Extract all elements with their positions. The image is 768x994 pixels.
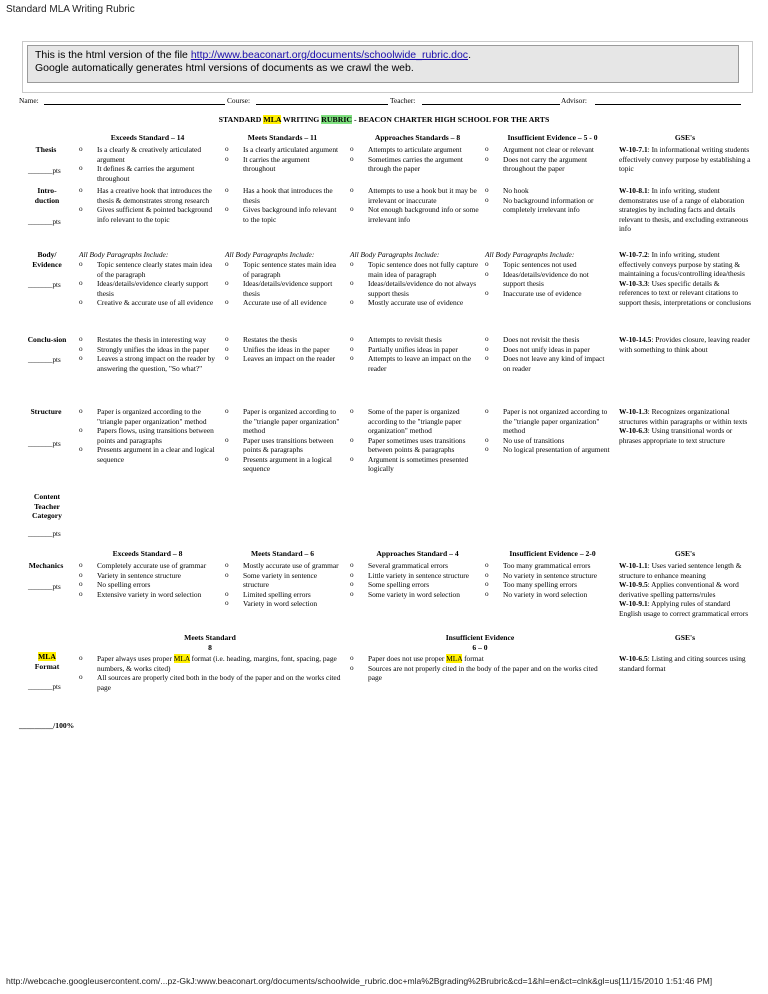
mech-header-meets: Meets Standard – 6 bbox=[250, 549, 315, 558]
intro-approaches bbox=[350, 186, 480, 224]
structure-approaches bbox=[350, 407, 480, 474]
list-item: o Topic sentences not used bbox=[485, 260, 611, 270]
structure-pts[interactable]: _______pts bbox=[28, 440, 61, 448]
row-label-content-teacher: Content Teacher Category bbox=[32, 492, 62, 520]
structure-insufficient bbox=[485, 407, 611, 455]
mech-header-exceeds: Exceeds Standard – 8 bbox=[112, 549, 183, 558]
list-item: o Paper is organized according to the "triangle paper organization" method bbox=[79, 407, 219, 426]
list-item: o No background information or completely irrelevant info bbox=[485, 196, 611, 215]
document-title: STANDARD MLA WRITING RUBRIC - BEACON CHARTER HIGH SCHOOL FOR THE ARTS bbox=[218, 115, 550, 124]
list-item: o Leaves an impact on the reader bbox=[225, 354, 343, 364]
mla-header-gse: GSE's bbox=[674, 633, 696, 642]
list-item: o Paper does not use proper MLA format bbox=[350, 654, 608, 664]
list-item: o No variety in sentence structure bbox=[485, 571, 611, 581]
header-gse: GSE's bbox=[674, 133, 696, 142]
header-approaches: Approaches Standards – 8 bbox=[374, 133, 461, 142]
teacher-label: Teacher: bbox=[390, 96, 416, 105]
list-item: o Is a clearly & creatively articulated argument bbox=[79, 145, 219, 164]
list-item: o It defines & carries the argument throughout bbox=[79, 164, 219, 183]
body-leadin-exceeds: All Body Paragraphs Include: bbox=[79, 250, 169, 259]
list-item: o Does not revisit the thesis bbox=[485, 335, 611, 345]
list-item: o Attempts to leave an impact on the reader bbox=[350, 354, 480, 373]
cache-banner bbox=[27, 45, 739, 83]
cache-banner-line2: Google automatically generates html versions of documents as we crawl the web. bbox=[35, 62, 414, 74]
mech-header-gse: GSE's bbox=[674, 549, 696, 558]
mla-gse: W-10-6.5: Listing and citing sources using standard format bbox=[619, 654, 746, 673]
cache-banner-line1: This is the html version of the file http://www.beaconart.org/documents/schoolwide_rubric.doc. bbox=[35, 49, 471, 61]
list-item: o Gives sufficient & pointed background info relevant to the topic bbox=[79, 205, 219, 224]
list-item: o Paper sometimes uses transitions between points & paragraphs bbox=[350, 436, 480, 455]
cache-source-link[interactable]: http://www.beaconart.org/documents/schoolwide_rubric.doc bbox=[190, 49, 469, 61]
intro-insufficient bbox=[485, 186, 611, 215]
list-item: o Papers flows, using transitions between points and paragraphs bbox=[79, 426, 219, 445]
list-item: o Variety in sentence structure bbox=[79, 571, 219, 581]
list-item: o Sometimes carries the argument through the paper bbox=[350, 155, 480, 174]
header-insufficient: Insufficient Evidence – 5 - 0 bbox=[507, 133, 598, 142]
total-score[interactable]: _________/100% bbox=[19, 721, 75, 730]
list-item: o Limited spelling errors bbox=[225, 590, 343, 600]
list-item: o Some of the paper is organized according to the "triangle paper organization" method bbox=[350, 407, 480, 436]
list-item: o Argument is sometimes presented logically bbox=[350, 455, 480, 474]
list-item: o Creative & accurate use of all evidence bbox=[79, 298, 219, 308]
header-exceeds: Exceeds Standard – 14 bbox=[110, 133, 185, 142]
list-item: o No logical presentation of argument bbox=[485, 445, 611, 455]
list-item: o Accurate use of all evidence bbox=[225, 298, 343, 308]
body-leadin-meets: All Body Paragraphs Include: bbox=[225, 250, 315, 259]
conclusion-meets bbox=[225, 335, 343, 364]
list-item: o Topic sentence states main idea of paragraph bbox=[225, 260, 343, 279]
browser-title: Standard MLA Writing Rubric bbox=[6, 4, 135, 15]
list-item: o Does not leave any kind of impact on reader bbox=[485, 354, 611, 373]
list-item: o Ideas/details/evidence do not support thesis bbox=[485, 270, 611, 289]
list-item: o Little variety in sentence structure bbox=[350, 571, 480, 581]
list-item: o No hook bbox=[485, 186, 611, 196]
list-item: o No variety in word selection bbox=[485, 590, 611, 600]
mechanics-insufficient bbox=[485, 561, 611, 599]
list-item: o Too many grammatical errors bbox=[485, 561, 611, 571]
list-item: o Argument not clear or relevant bbox=[485, 145, 611, 155]
thesis-approaches bbox=[350, 145, 480, 174]
body-pts[interactable]: _______pts bbox=[28, 281, 61, 289]
list-item: o Topic sentence does not fully capture main idea of paragraph bbox=[350, 260, 480, 279]
list-item: o Too many spelling errors bbox=[485, 580, 611, 590]
thesis-exceeds bbox=[79, 145, 219, 183]
mech-header-insufficient: Insufficient Evidence – 2-0 bbox=[509, 549, 596, 558]
list-item: o Does not unify ideas in paper bbox=[485, 345, 611, 355]
list-item: o Topic sentence clearly states main idea of the paragraph bbox=[79, 260, 219, 279]
list-item: o Attempts to revisit thesis bbox=[350, 335, 480, 345]
body-exceeds bbox=[79, 260, 219, 308]
list-item: o Ideas/details/evidence do not always support thesis bbox=[350, 279, 480, 298]
row-label-intro: Intro-duction bbox=[34, 186, 60, 205]
mla-header-insufficient: Insufficient Evidence 6 – 0 bbox=[445, 633, 515, 652]
list-item: o Presents argument in a logical sequence bbox=[225, 455, 343, 474]
intro-gse: W-10-8.1: In info writing, student demonstrates use of a range of elaboration strategies by including facts and details relevant to thesis, and excluding extraneous info bbox=[619, 186, 749, 233]
advisor-blank[interactable] bbox=[595, 104, 741, 105]
list-item: o Has a creative hook that introduces the thesis & demonstrates strong research bbox=[79, 186, 219, 205]
row-label-thesis: Thesis bbox=[35, 145, 57, 154]
body-insufficient bbox=[485, 260, 611, 298]
mla-insufficient bbox=[350, 654, 608, 683]
advisor-label: Advisor: bbox=[561, 96, 587, 105]
row-label-body: Body/ Evidence bbox=[32, 250, 62, 269]
conclusion-exceeds bbox=[79, 335, 219, 373]
list-item: o Mostly accurate use of evidence bbox=[350, 298, 480, 308]
body-approaches bbox=[350, 260, 480, 308]
list-item: o Paper is not organized according to the "triangle paper organization" method bbox=[485, 407, 611, 436]
list-item: o Some variety in word selection bbox=[350, 590, 480, 600]
list-item: o Does not carry the argument throughout the paper bbox=[485, 155, 611, 174]
course-label: Course: bbox=[227, 96, 250, 105]
list-item: o Restates the thesis in interesting way bbox=[79, 335, 219, 345]
list-item: o No use of transitions bbox=[485, 436, 611, 446]
thesis-gse: W-10-7.1: In informational writing students effectively convey purpose by establishing a topic bbox=[619, 145, 751, 173]
list-item: o Extensive variety in word selection bbox=[79, 590, 219, 600]
content-teacher-pts[interactable]: _______pts bbox=[28, 530, 61, 538]
thesis-meets bbox=[225, 145, 343, 174]
list-item: o Partially unifies ideas in paper bbox=[350, 345, 480, 355]
row-label-conclusion: Conclu-sion bbox=[27, 335, 67, 344]
list-item: o Presents argument in a clear and logical sequence bbox=[79, 445, 219, 464]
list-item: o Mostly accurate use of grammar bbox=[225, 561, 343, 571]
list-item: o Restates the thesis bbox=[225, 335, 343, 345]
list-item: o Sources are not properly cited in the body of the paper and on the works cited page bbox=[350, 664, 608, 683]
conclusion-approaches bbox=[350, 335, 480, 373]
mechanics-exceeds bbox=[79, 561, 219, 599]
list-item: o Not enough background info or some irrelevant info bbox=[350, 205, 480, 224]
intro-exceeds bbox=[79, 186, 219, 224]
body-leadin-insufficient: All Body Paragraphs Include: bbox=[485, 250, 575, 259]
list-item: o Paper uses transitions between points & paragraphs bbox=[225, 436, 343, 455]
mla-header-meets: Meets Standard 8 bbox=[184, 633, 236, 652]
conclusion-gse: W-10-14.5: Provides closure, leaving reader with something to think about bbox=[619, 335, 751, 354]
list-item: o Variety in word selection bbox=[225, 599, 343, 609]
list-item: o Ideas/details/evidence support thesis bbox=[225, 279, 343, 298]
mla-meets bbox=[79, 654, 341, 692]
list-item: o Unifies the ideas in the paper bbox=[225, 345, 343, 355]
header-meets: Meets Standards – 11 bbox=[247, 133, 318, 142]
body-meets bbox=[225, 260, 343, 308]
row-label-mla-format: MLA Format bbox=[34, 652, 60, 671]
mechanics-approaches bbox=[350, 561, 480, 599]
cache-url-footer: http://webcache.googleusercontent.com/...pz-GkJ:www.beaconart.org/documents/schoolwide_rubric.doc+mla%2Bgrading%2Brubric&cd=1&hl=en&ct=clnk&gl=us[11/15/2010 1:51:46 PM] bbox=[6, 976, 713, 986]
row-label-mechanics: Mechanics bbox=[28, 561, 64, 570]
thesis-insufficient bbox=[485, 145, 611, 174]
row-label-structure: Structure bbox=[30, 407, 62, 416]
list-item: o Leaves a strong impact on the reader by answering the question, "So what?" bbox=[79, 354, 219, 373]
mechanics-gse: W-10-1.1: Uses varied sentence length & structure to enhance meaning W-10-9.5: Applies conventional & word derivative spelling patterns/rules W-10-9.1: Applying rules of standard English usage to correct grammatical errors bbox=[619, 561, 749, 618]
list-item: o Completely accurate use of grammar bbox=[79, 561, 219, 571]
list-item: o Paper always uses proper MLA format (i.e. heading, margins, font, spacing, page numbers, & works cited) bbox=[79, 654, 341, 673]
mechanics-pts[interactable]: _______pts bbox=[28, 583, 61, 591]
list-item: o Inaccurate use of evidence bbox=[485, 289, 611, 299]
intro-pts[interactable]: _______pts bbox=[28, 218, 61, 226]
conclusion-pts[interactable]: _______pts bbox=[28, 356, 61, 364]
list-item: o All sources are properly cited both in the body of the paper and on the works cited page bbox=[79, 673, 341, 692]
thesis-pts[interactable]: _______pts bbox=[28, 167, 61, 175]
list-item: o Ideas/details/evidence clearly support thesis bbox=[79, 279, 219, 298]
list-item: o Paper is organized according to the "triangle paper organization" method bbox=[225, 407, 343, 436]
conclusion-insufficient bbox=[485, 335, 611, 373]
list-item: o Strongly unifies the ideas in the paper bbox=[79, 345, 219, 355]
list-item: o Some spelling errors bbox=[350, 580, 480, 590]
structure-gse: W-10-1.3: Recognizes organizational structures within paragraphs or within texts W-10-6.3: Using transitional words or phrases appropriate to text structure bbox=[619, 407, 748, 445]
list-item: o Gives background info relevant to the topic bbox=[225, 205, 343, 224]
list-item: o Attempts to articulate argument bbox=[350, 145, 480, 155]
list-item: o Some variety in sentence structure bbox=[225, 571, 343, 590]
mech-header-approaches: Approaches Standard – 4 bbox=[376, 549, 459, 558]
mla-pts[interactable]: _______pts bbox=[28, 683, 61, 691]
course-blank[interactable] bbox=[256, 104, 388, 105]
body-gse: W-10-7.2: In info writing, student effectively conveys purpose by stating & maintaining a focus/controlling idea/thesis W-10-3.3: Uses specific details & references to text or relevant citations to support thesis, interpretations or conclusions bbox=[619, 250, 751, 307]
intro-meets bbox=[225, 186, 343, 224]
name-label: Name: bbox=[19, 96, 39, 105]
body-leadin-approaches: All Body Paragraphs Include: bbox=[350, 250, 440, 259]
list-item: o It carries the argument throughout bbox=[225, 155, 343, 174]
list-item: o Is a clearly articulated argument bbox=[225, 145, 343, 155]
list-item: o Has a hook that introduces the thesis bbox=[225, 186, 343, 205]
structure-exceeds bbox=[79, 407, 219, 464]
mechanics-meets bbox=[225, 561, 343, 609]
teacher-blank[interactable] bbox=[422, 104, 560, 105]
list-item: o No spelling errors bbox=[79, 580, 219, 590]
list-item: o Attempts to use a hook but it may be irrelevant or inaccurate bbox=[350, 186, 480, 205]
list-item: o Several grammatical errors bbox=[350, 561, 480, 571]
structure-meets bbox=[225, 407, 343, 474]
name-blank[interactable] bbox=[44, 104, 225, 105]
